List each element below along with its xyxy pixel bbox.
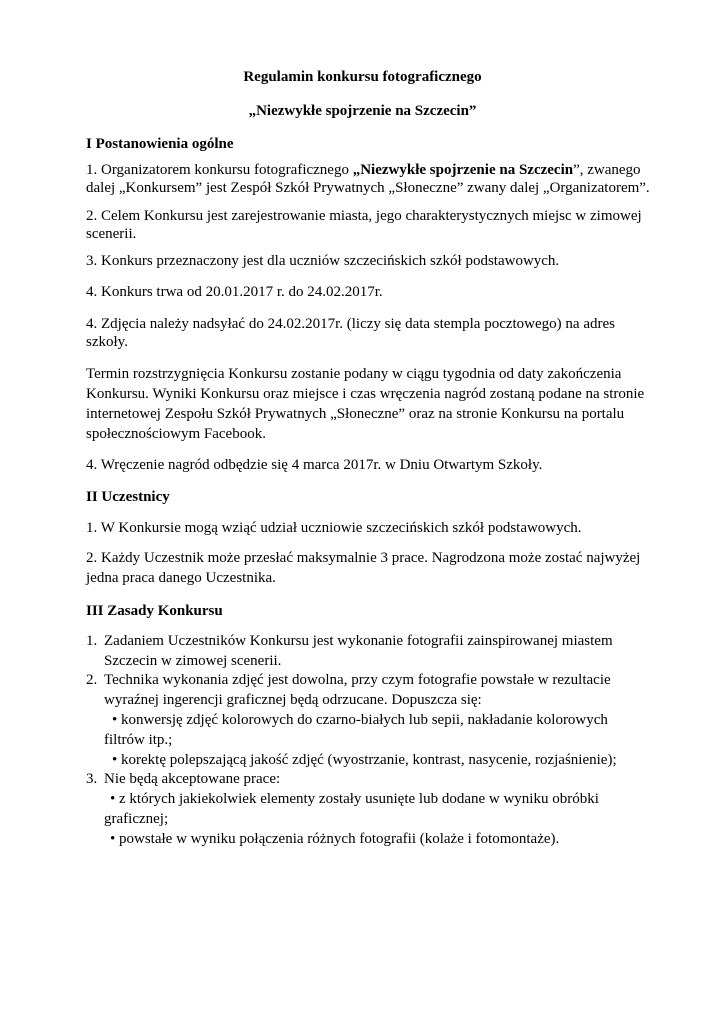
paragraph-results-line1: Termin rozstrzygnięcia Konkursu zostanie podany w ciągu tygodnia od daty zakończenia: [86, 366, 622, 382]
paragraph-duration: 4. Konkurs trwa od 20.01.2017 r. do 24.02.2017r.: [86, 284, 383, 300]
paragraph-limit-line1: 2. Każdy Uczestnik może przesłać maksymalnie 3 prace. Nagrodzona może zostać najwyżej: [86, 550, 641, 566]
list-bullet-text: • korektę polepszającą jakość zdjęć (wyostrzanie, kontrast, nasycenie, rozjaśnienie);: [112, 752, 617, 768]
list-bullet-text: graficznej;: [104, 811, 169, 827]
list-number: 2.: [86, 672, 98, 688]
paragraph-text: ”, zwanego: [573, 162, 641, 178]
list-item-text: Technika wykonania zdjęć jest dowolna, przy czym fotografie powstałe w rezultacie: [104, 672, 611, 688]
paragraph-limit-line2: jedna praca danego Uczestnika.: [86, 570, 276, 586]
list-number: 1.: [86, 633, 98, 649]
list-item: [86, 670, 97, 690]
document-title: Regulamin konkursu fotograficznego: [243, 69, 482, 85]
list-item-text: wyraźnej ingerencji graficznej będą odrzucane. Dopuszcza się:: [104, 692, 482, 708]
list-item: [86, 769, 97, 789]
contest-name-bold: „Niezwykłe spojrzenie na Szczecin: [352, 162, 574, 178]
section-heading-rules: III Zasady Konkursu: [86, 603, 223, 619]
paragraph-submission-line2: szkoły.: [86, 334, 128, 350]
list-bullet-text: • z których jakiekolwiek elementy zostały usunięte lub dodane w wyniku obróbki: [110, 791, 599, 807]
paragraph-results-line2: Konkursu. Wyniki Konkursu oraz miejsce i czas wręczenia nagród zostaną podane na stronie: [86, 386, 645, 402]
section-heading-participants: II Uczestnicy: [86, 489, 170, 505]
list-number: 3.: [86, 771, 98, 787]
paragraph-eligibility: 1. W Konkursie mogą wziąć udział uczniowie szczecińskich szkół podstawowych.: [86, 520, 582, 536]
paragraph-results-line4: społecznościowym Facebook.: [86, 426, 266, 442]
paragraph-audience: 3. Konkurs przeznaczony jest dla uczniów szczecińskich szkół podstawowych.: [86, 253, 560, 269]
list-bullet-text: • powstałe w wyniku połączenia różnych fotografii (kolaże i fotomontaże).: [110, 831, 560, 847]
document-subtitle: „Niezwykłe spojrzenie na Szczecin”: [248, 103, 477, 119]
paragraph-goal-line1: 2. Celem Konkursu jest zarejestrowanie miasta, jego charakterystycznych miejsc w zimowej: [86, 208, 642, 224]
paragraph-awards: 4. Wręczenie nagród odbędzie się 4 marca 2017r. w Dniu Otwartym Szkoły.: [86, 457, 543, 473]
paragraph-organizer-line2: dalej „Konkursem” jest Zespół Szkół Prywatnych „Słoneczne” zwany dalej „Organizatorem”.: [86, 180, 650, 196]
paragraph-organizer: [86, 160, 641, 180]
list-bullet-text: • konwersję zdjęć kolorowych do czarno-białych lub sepii, nakładanie kolorowych: [112, 712, 608, 728]
paragraph-submission-line1: 4. Zdjęcia należy nadsyłać do 24.02.2017r. (liczy się data stempla pocztowego) na adres: [86, 316, 615, 332]
list-bullet-text: filtrów itp.;: [104, 732, 173, 748]
list-item-text: Nie będą akceptowane prace:: [104, 771, 281, 787]
paragraph-results-line3: internetowej Zespołu Szkół Prywatnych „Słoneczne” oraz na stronie Konkursu na portalu: [86, 406, 625, 422]
list-item: [86, 631, 97, 651]
list-item-text: Szczecin w zimowej scenerii.: [104, 653, 282, 669]
paragraph-goal-line2: scenerii.: [86, 226, 137, 242]
list-item-text: Zadaniem Uczestników Konkursu jest wykonanie fotografii zainspirowanej miastem: [104, 633, 613, 649]
paragraph-text: 1. Organizatorem konkursu fotograficznego: [86, 162, 353, 178]
section-heading-general: I Postanowienia ogólne: [86, 136, 234, 152]
